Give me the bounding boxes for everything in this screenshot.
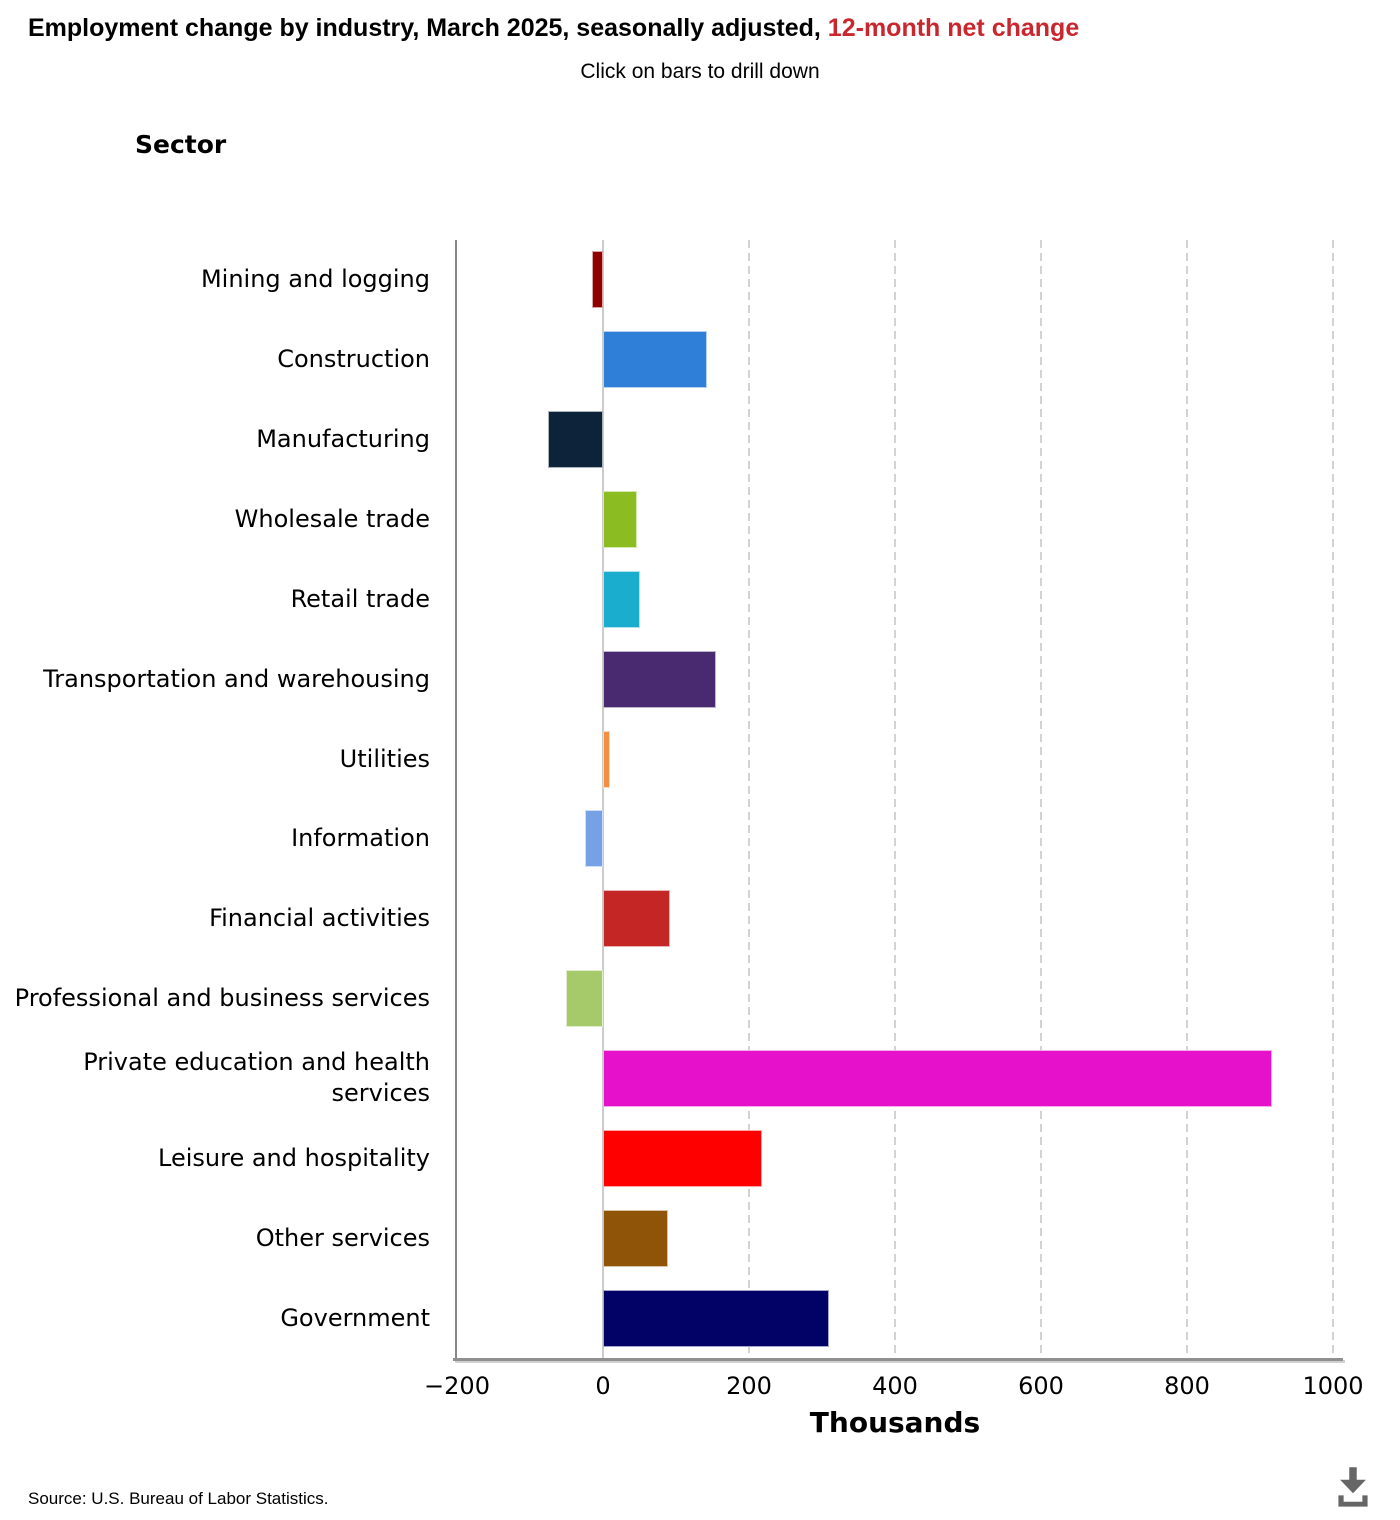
bar-utilities[interactable] bbox=[603, 731, 610, 788]
gridline-400 bbox=[894, 240, 896, 1358]
category-label: Private education and health services bbox=[83, 1048, 430, 1108]
category-label: Manufacturing bbox=[256, 425, 430, 454]
x-axis-title: Thousands bbox=[809, 1406, 981, 1439]
category-label: Information bbox=[291, 824, 430, 853]
category-label: Mining and logging bbox=[200, 265, 430, 294]
x-tick-label: 1000 bbox=[1302, 1372, 1364, 1400]
gridline-600 bbox=[1040, 240, 1042, 1358]
y-axis-line bbox=[455, 240, 457, 1360]
bar-information[interactable] bbox=[585, 810, 603, 867]
category-label: Transportation and warehousing bbox=[43, 664, 430, 693]
source-note: Source: U.S. Bureau of Labor Statistics. bbox=[28, 1489, 329, 1508]
gridline-1000 bbox=[1332, 240, 1334, 1358]
plot-area bbox=[457, 240, 1333, 1358]
chart-title-main: Employment change by industry, March 2025, seasonally adjusted, bbox=[28, 14, 821, 42]
bar-financial-activities[interactable] bbox=[603, 890, 670, 947]
chart-title bbox=[28, 14, 1079, 43]
bar-transportation-and-warehousing[interactable] bbox=[603, 651, 716, 708]
category-label: Financial activities bbox=[209, 904, 430, 933]
x-tick-label: 200 bbox=[726, 1372, 772, 1400]
category-labels-column bbox=[0, 240, 457, 1358]
x-tick-label: −200 bbox=[424, 1372, 490, 1400]
x-axis-line bbox=[453, 1358, 1343, 1361]
zero-line bbox=[602, 240, 604, 1358]
chart-subtitle: Click on bars to drill down bbox=[580, 60, 820, 83]
y-axis-title: Sector bbox=[135, 130, 227, 159]
bar-mining-and-logging[interactable] bbox=[592, 251, 603, 308]
download-button[interactable] bbox=[1328, 1462, 1378, 1512]
gridline-800 bbox=[1186, 240, 1188, 1358]
bar-wholesale-trade[interactable] bbox=[603, 491, 637, 548]
bar-retail-trade[interactable] bbox=[603, 571, 640, 628]
gridline-200 bbox=[748, 240, 750, 1358]
bar-other-services[interactable] bbox=[603, 1210, 668, 1267]
bar-private-education-and-health-services[interactable] bbox=[603, 1050, 1272, 1107]
category-label: Professional and business services bbox=[14, 984, 430, 1013]
category-label: Leisure and hospitality bbox=[158, 1143, 430, 1172]
download-icon bbox=[1328, 1462, 1378, 1512]
x-tick-label: 800 bbox=[1164, 1372, 1210, 1400]
bar-construction[interactable] bbox=[603, 331, 707, 388]
x-tick-label: 400 bbox=[872, 1372, 918, 1400]
x-tick-label: 600 bbox=[1018, 1372, 1064, 1400]
x-tick-label: 0 bbox=[595, 1372, 611, 1400]
category-label: Wholesale trade bbox=[234, 504, 430, 533]
category-label: Utilities bbox=[339, 744, 430, 773]
bar-manufacturing[interactable] bbox=[548, 411, 603, 468]
chart-title-highlight: 12-month net change bbox=[820, 14, 1080, 42]
category-label: Government bbox=[280, 1303, 430, 1332]
category-label: Other services bbox=[255, 1223, 430, 1252]
category-label: Retail trade bbox=[290, 584, 430, 613]
bar-government[interactable] bbox=[603, 1290, 829, 1347]
category-label: Construction bbox=[277, 345, 430, 374]
bar-professional-and-business-services[interactable] bbox=[566, 970, 603, 1027]
bar-leisure-and-hospitality[interactable] bbox=[603, 1130, 762, 1187]
